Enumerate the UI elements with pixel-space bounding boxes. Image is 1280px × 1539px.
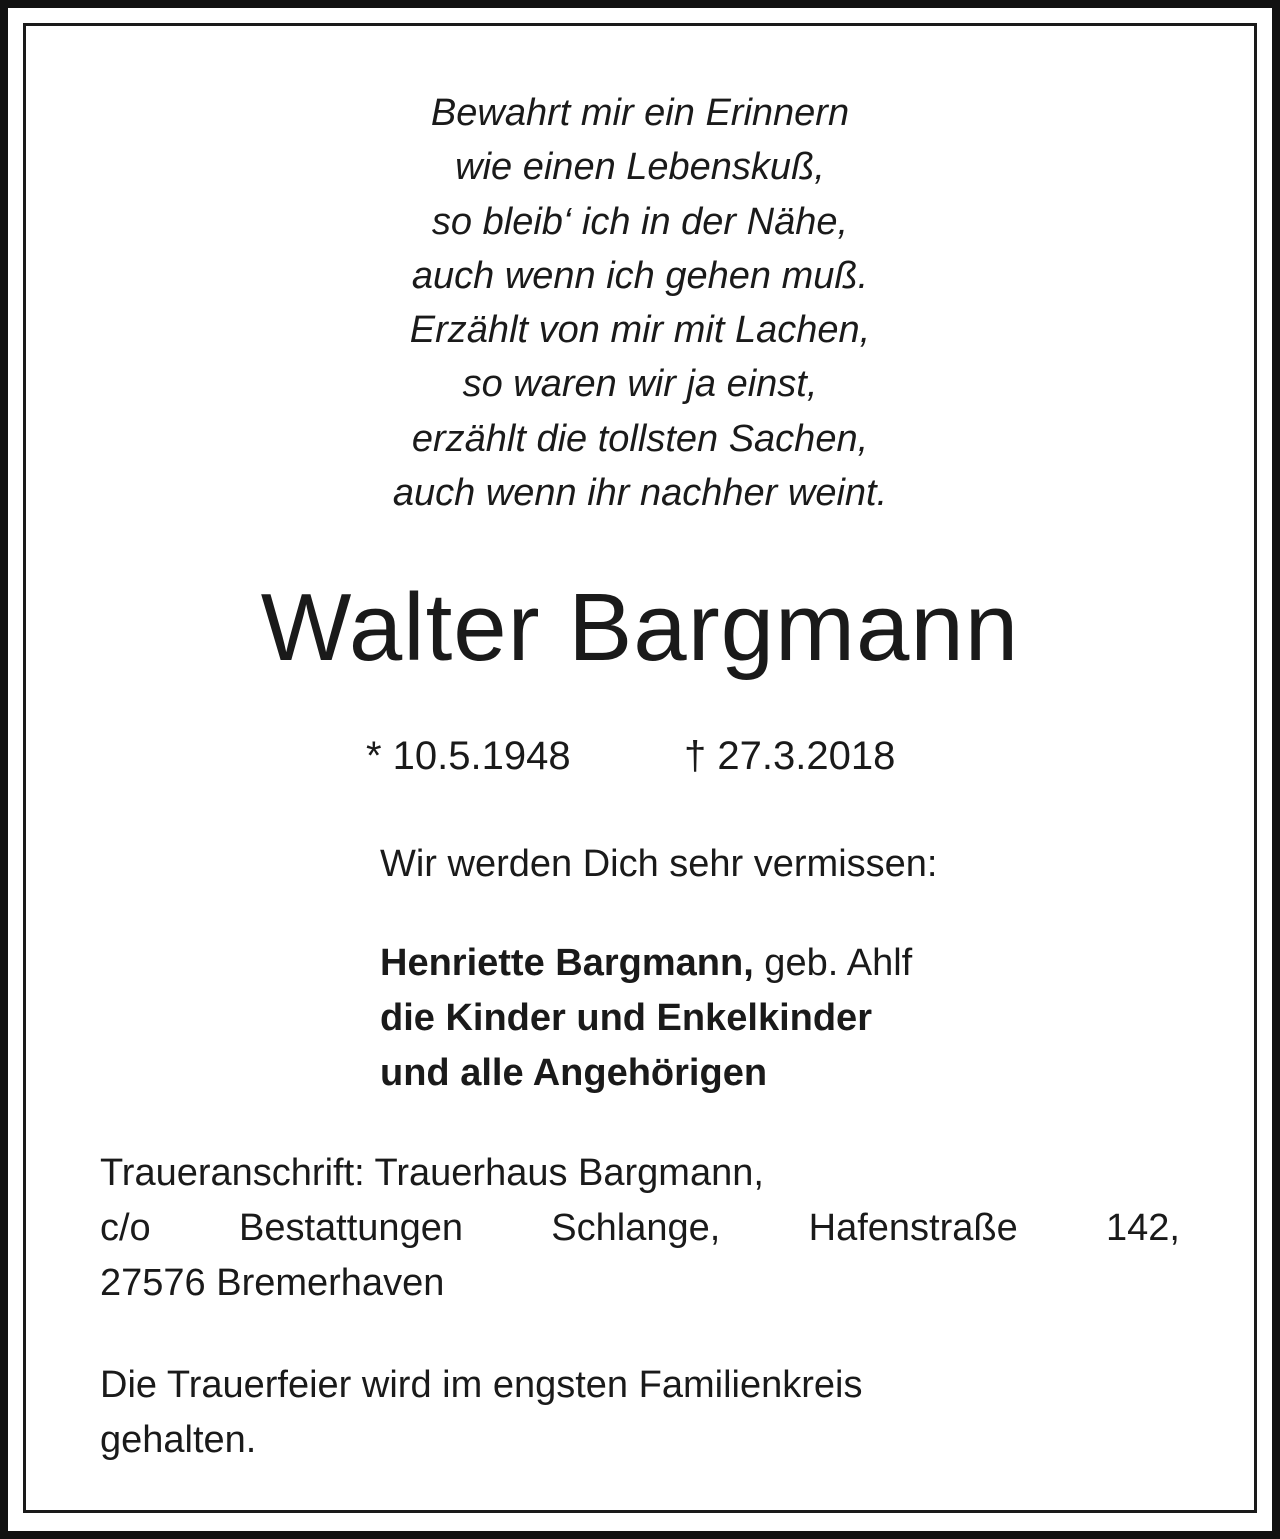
address-word: 142, (1106, 1207, 1180, 1249)
ceremony-word: Familienkreis (638, 1364, 863, 1406)
obituary-notice (8, 8, 1272, 1531)
ceremony-word: engsten (492, 1364, 629, 1406)
address-line: Traueranschrift: Trauerhaus Bargmann, (100, 1152, 764, 1194)
signer-relatives: und alle Angehörigen (380, 1052, 768, 1094)
poem (8, 86, 1272, 520)
death-date: † 27.3.2018 (684, 734, 896, 778)
mourning-address (100, 1146, 1180, 1311)
ceremony-line: gehalten. (100, 1419, 257, 1461)
poem-line: Erzählt von mir mit Lachen, (409, 309, 871, 352)
poem-line: Bewahrt mir ein Erinnern (430, 92, 850, 134)
address-line (100, 1201, 1180, 1256)
wife-name: Henriette Bargmann, (380, 942, 754, 984)
signer-wife (380, 936, 912, 991)
ceremony-word: im (442, 1364, 483, 1406)
wife-maiden-name: geb. Ahlf (753, 942, 913, 984)
ceremony-note (100, 1358, 1180, 1468)
closing-phrase: Wir werden Dich sehr vermissen: (380, 843, 938, 885)
address-word: c/o (100, 1207, 151, 1249)
ceremony-word: Die (100, 1364, 158, 1406)
poem-line: so waren wir ja einst, (462, 363, 818, 406)
poem-line: so bleib‘ ich in der Nähe, (431, 200, 849, 243)
address-word: Hafenstraße (808, 1207, 1018, 1249)
address-word: Bestattungen (239, 1207, 463, 1249)
address-word: Schlange, (551, 1207, 721, 1249)
signer-children: die Kinder und Enkelkinder (380, 997, 872, 1039)
address-line: 27576 Bremerhaven (100, 1262, 445, 1304)
poem-line: wie einen Lebenskuß, (455, 146, 825, 189)
poem-line: auch wenn ich gehen muß. (411, 254, 869, 297)
signers (380, 936, 912, 1101)
ceremony-word: Trauerfeier (166, 1364, 352, 1406)
ceremony-line (100, 1358, 1180, 1413)
poem-line: erzählt die tollsten Sachen, (411, 417, 869, 460)
birth-date: * 10.5.1948 (366, 734, 571, 778)
deceased-name: Walter Bargmann (260, 574, 1020, 681)
ceremony-word: wird (361, 1364, 432, 1406)
poem-line: auch wenn ihr nachher weint. (392, 472, 888, 515)
